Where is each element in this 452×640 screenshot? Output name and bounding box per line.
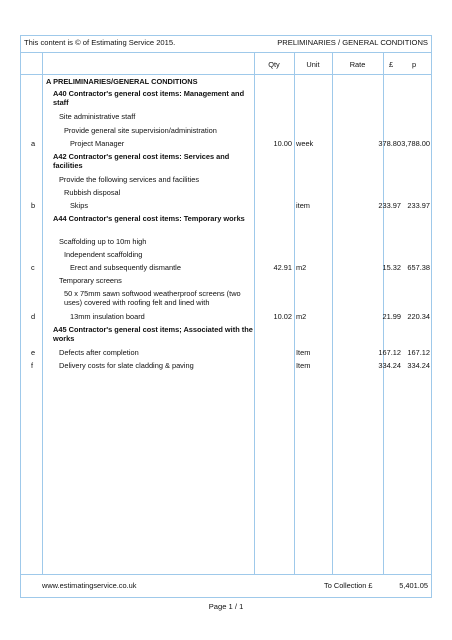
item-rate: 233.97 xyxy=(378,201,401,210)
item-description: Erect and subsequently dismantle xyxy=(70,263,181,272)
column-unit: Unit xyxy=(306,60,320,69)
item-description: A PRELIMINARIES/GENERAL CONDITIONS xyxy=(46,77,198,86)
item-ref: c xyxy=(31,263,35,272)
item-rate: 167.12 xyxy=(378,348,401,357)
estimate-sheet xyxy=(20,35,432,598)
item-unit: m2 xyxy=(296,312,307,321)
item-description: Site administrative staff xyxy=(59,112,136,121)
item-unit: week xyxy=(296,139,314,148)
item-description: Provide general site supervision/administration xyxy=(64,126,217,135)
item-total: 167.12 xyxy=(407,348,430,357)
item-description: Provide the following services and facilities xyxy=(59,175,200,184)
item-description: 13mm insulation board xyxy=(70,312,145,321)
item-ref: a xyxy=(31,139,36,148)
column-pence: p xyxy=(412,60,417,69)
item-ref: d xyxy=(31,312,36,321)
item-description: Independent scaffolding xyxy=(64,250,143,259)
header-divider xyxy=(21,52,431,53)
unit-column-line xyxy=(294,52,295,574)
item-description: 50 x 75mm sawn softwood weatherproof screens (two uses) covered with roofing felt and lined with xyxy=(64,289,241,308)
collection-total: 5,401.05 xyxy=(399,581,428,590)
item-qty: 10.02 xyxy=(273,312,292,321)
item-total: 220.34 xyxy=(407,312,430,321)
item-description: A45 Contractor's general cost items; Associated with the works xyxy=(53,325,253,344)
item-description: Rubbish disposal xyxy=(64,188,121,197)
footer-divider xyxy=(21,574,431,575)
item-description: Temporary screens xyxy=(59,276,122,285)
page-number: Page 1 / 1 xyxy=(208,602,244,611)
item-rate: 15.32 xyxy=(382,263,401,272)
website-link[interactable]: www.estimatingservice.co.uk xyxy=(42,581,137,590)
item-description: Skips xyxy=(70,201,89,210)
item-ref: b xyxy=(31,201,36,210)
item-description: A40 Contractor's general cost items: Management and staff xyxy=(53,89,245,108)
item-ref: f xyxy=(31,361,34,370)
column-header-divider xyxy=(21,74,431,75)
item-rate: 378.80 xyxy=(378,139,401,148)
column-pound: £ xyxy=(389,60,394,69)
item-description: Defects after completion xyxy=(59,348,139,357)
item-total: 657.38 xyxy=(407,263,430,272)
item-description: Scaffolding up to 10m high xyxy=(59,237,147,246)
item-total: 233.97 xyxy=(407,201,430,210)
item-description: Project Manager xyxy=(70,139,125,148)
item-description: A42 Contractor's general cost items: Services and facilities xyxy=(53,152,230,171)
item-qty: 10.00 xyxy=(273,139,292,148)
item-total: 334.24 xyxy=(407,361,430,370)
item-ref: e xyxy=(31,348,36,357)
item-unit: Item xyxy=(296,348,311,357)
item-rate: 334.24 xyxy=(378,361,401,370)
item-unit: item xyxy=(296,201,310,210)
item-qty: 42.91 xyxy=(273,263,292,272)
item-description: Delivery costs for slate cladding & paving xyxy=(59,361,194,370)
item-total: 3,788.00 xyxy=(401,139,430,148)
column-qty: Qty xyxy=(268,60,280,69)
collection-label: To Collection £ xyxy=(324,581,373,590)
section-title: PRELIMINARIES / GENERAL CONDITIONS xyxy=(277,38,428,47)
item-description: A44 Contractor's general cost items: Temporary works xyxy=(53,214,245,223)
item-unit: Item xyxy=(296,361,311,370)
column-rate: Rate xyxy=(349,60,366,69)
ref-column-line xyxy=(42,52,43,574)
item-unit: m2 xyxy=(296,263,307,272)
copyright-notice: This content is © of Estimating Service 2015. xyxy=(24,38,176,47)
item-rate: 21.99 xyxy=(382,312,401,321)
